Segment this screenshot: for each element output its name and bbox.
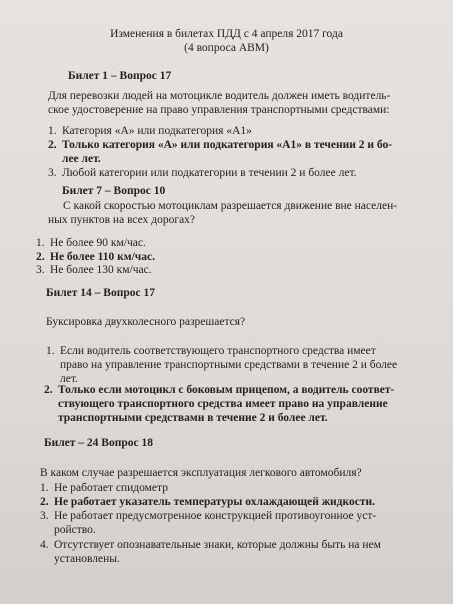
option-text: Не более 110 км/час. (50, 251, 156, 263)
question-line: С какой скоростью мотоциклам разрешается движение вне населен- (63, 200, 398, 212)
document-title: Изменения в билетах ПДД с 4 апреля 2017 года (110, 28, 343, 40)
ticket-14-option-2 (44, 383, 449, 425)
ticket-7-title: Билет 7 – Вопрос 10 (62, 185, 166, 197)
option-text: Отсутствует опознавательные знаки, которые должны быть на нем (54, 539, 381, 551)
option-text: Только если мотоцикл с боковым прицепом, а водитель соответ- (58, 384, 395, 396)
question-line: Для перевозки людей на мотоцикле водитель должен иметь водитель- (48, 90, 391, 102)
option-text: Не работает предусмотренное конструкцией противоугонное уст- (54, 510, 377, 522)
option-text-cont: лет. (60, 373, 78, 385)
question-line: ных пунктов на всех дорогах? (48, 214, 196, 226)
option-number: 2. (36, 251, 45, 263)
ticket-1-option-1 (48, 124, 252, 138)
ticket-7-option-3 (36, 263, 152, 277)
option-text: Не работает спидометр (54, 482, 168, 494)
question-line: В каком случае разрешается эксплуатация легкового автомобиля? (40, 467, 362, 479)
option-number: 3. (36, 264, 45, 276)
option-text: Только категория «А» или подкатегория «А1» в течении 2 и бо- (62, 139, 393, 151)
option-text: Не работает указатель температуры охлаждающей жидкости. (54, 496, 375, 508)
option-text-cont: лее лет. (62, 153, 101, 165)
option-number: 4. (40, 539, 49, 551)
ticket-24-option-4 (40, 538, 445, 566)
option-text: Если водитель соответствующего транспортного средства имеет (60, 345, 376, 357)
ticket-24-option-2 (40, 495, 375, 509)
option-text-cont: установлены. (54, 553, 120, 565)
option-text-cont: ройство. (54, 524, 96, 536)
ticket-14-option-1 (46, 344, 446, 386)
ticket-1-option-2 (48, 138, 448, 166)
ticket-1-title: Билет 1 – Вопрос 17 (68, 70, 172, 82)
option-number: 2. (44, 384, 53, 396)
question-line: Буксировка двухколесного разрешается? (46, 316, 246, 328)
option-number: 3. (48, 167, 57, 179)
ticket-7-question (48, 199, 448, 227)
ticket-24-option-1 (40, 481, 168, 495)
option-number: 2. (40, 496, 49, 508)
option-number: 1. (40, 482, 49, 494)
ticket-24-question (40, 466, 362, 480)
ticket-24-title: Билет – 24 Вопрос 18 (44, 437, 153, 449)
option-text: Любой категории или подкатегории в течении 2 и более лет. (62, 167, 357, 179)
question-line: ское удостоверение на право управления транспортными средствами: (48, 104, 390, 116)
ticket-24-option-3 (40, 509, 445, 537)
option-text: Не более 90 км/час. (50, 237, 146, 249)
option-text: Не более 130 км/час. (50, 264, 152, 276)
option-text-cont: ствующего транспортного средства имеет право на управление (58, 398, 388, 410)
ticket-14-title: Билет 14 – Вопрос 17 (46, 287, 155, 299)
option-text-cont: транспортными средствами в течение 2 и более лет. (58, 412, 328, 424)
ticket-7-option-1 (36, 236, 146, 250)
option-text-cont: право на управление транспортными средствами в течение 2 и более (60, 359, 398, 371)
option-number: 2. (48, 139, 57, 151)
ticket-1-question (48, 89, 448, 117)
ticket-7-option-2 (36, 250, 155, 264)
ticket-1-option-3 (48, 166, 356, 180)
option-number: 1. (46, 345, 55, 357)
ticket-14-question (46, 315, 245, 329)
option-number: 3. (40, 510, 49, 522)
option-number: 1. (36, 237, 45, 249)
option-text: Категория «А» или подкатегория «А1» (62, 125, 252, 137)
document-subtitle: (4 вопроса АВМ) (184, 42, 269, 54)
option-number: 1. (48, 125, 57, 137)
